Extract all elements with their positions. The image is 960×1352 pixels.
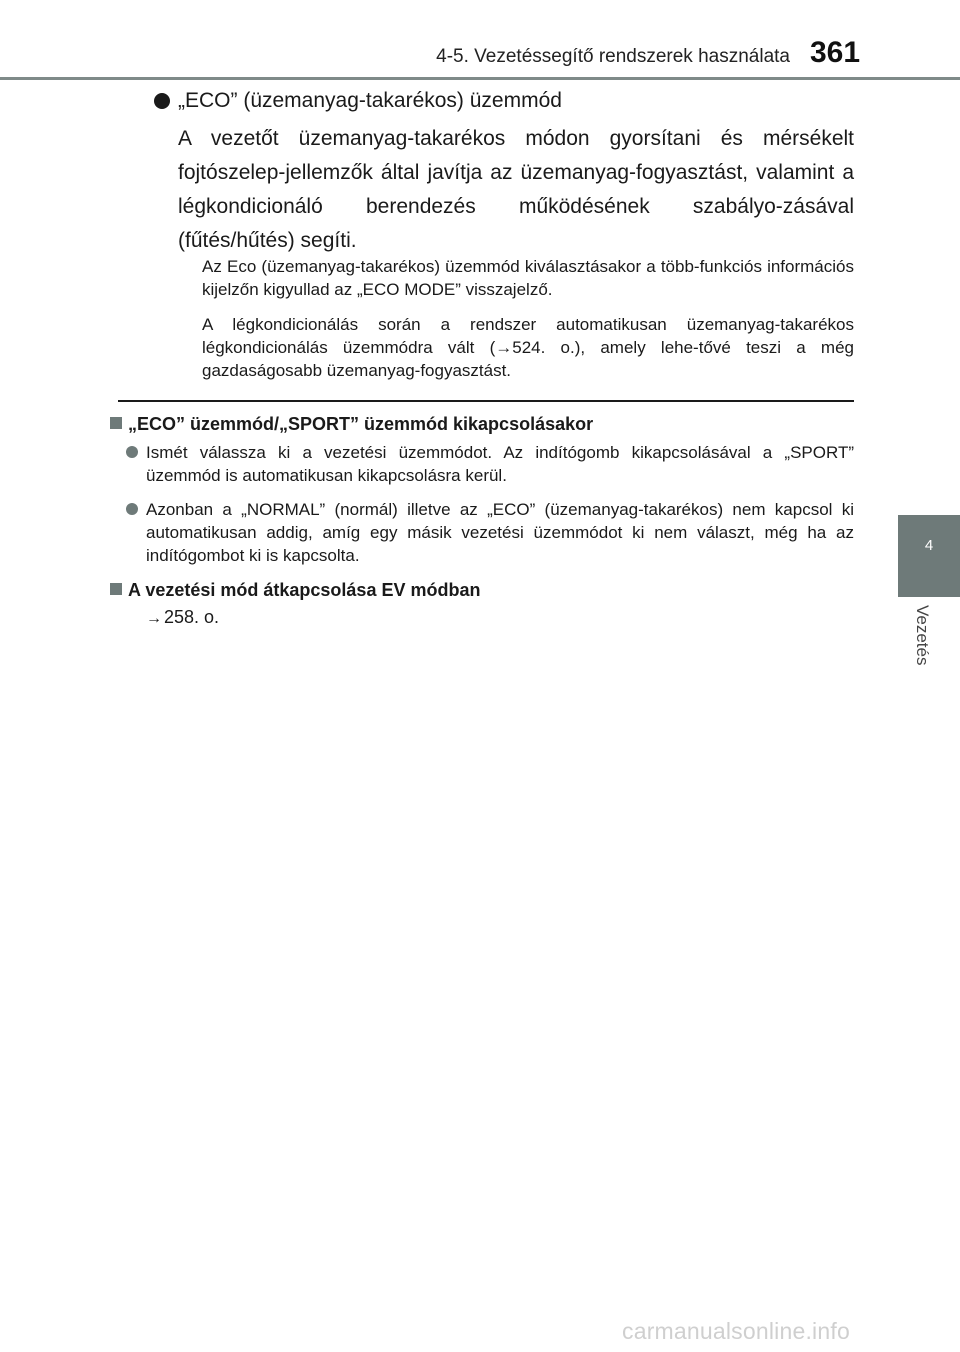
header-rule <box>0 77 960 80</box>
arrow-icon: → <box>146 610 162 627</box>
list-item <box>126 498 854 567</box>
eco-mode-note-1: Az Eco (üzemanyag-takarékos) üzemmód kiválasztásakor a több-funkciós információs kijelzőn kigyullad az „ECO MODE” visszajelző. <box>202 257 854 299</box>
square-bullet-icon <box>110 417 122 429</box>
eco-mode-note-2 <box>202 313 854 382</box>
section-1-title-text: „ECO” üzemmód/„SPORT” üzemmód kikapcsolásakor <box>128 414 594 434</box>
arrow-icon: → <box>495 338 513 357</box>
section-1-title <box>110 414 593 435</box>
section-divider <box>118 400 854 402</box>
dot-bullet-icon <box>126 503 138 515</box>
page-number: 361 <box>810 36 861 69</box>
list-item-text: Azonban a „NORMAL” (normál) illetve az „ECO” (üzemanyag-takarékos) nem kapcsol ki automatikusan addig, amíg egy másik vezetési üzemmódot ki nem választ, még ha az indítógombot ki is kapcsolta. <box>146 500 854 565</box>
chapter-label: Vezetés <box>913 605 932 666</box>
list-item-text: Ismét válassza ki a vezetési üzemmódot. Az indítógomb kikapcsolásával a „SPORT” üzemmód is automatikusan kikapcsolásra kerül. <box>146 443 854 485</box>
eco-mode-description: A vezetőt üzemanyag-takarékos módon gyorsítani és mérsékelt fojtószelep-jellemzők által javítja az üzemanyag-fogyasztást, valamint a légkondicionáló berendezés működésének szabályo-zásával (fűtés/hűtés) segíti. <box>178 127 854 252</box>
page-reference[interactable] <box>146 607 219 628</box>
section-2-title-text: A vezetési mód átkapcsolása EV módban <box>128 580 481 600</box>
note-2-text-after: 524. o.), amely lehe-tővé teszi a még gazdaságosabb üzemanyag-fogyasztást. <box>202 338 854 380</box>
section-2-title <box>110 580 480 601</box>
page-reference-text: 258. o. <box>164 607 220 627</box>
eco-mode-heading: „ECO” (üzemanyag-takarékos) üzemmód <box>178 89 562 112</box>
header-section-title: 4-5. Vezetéssegítő rendszerek használata <box>436 46 790 67</box>
chapter-number: 4 <box>924 537 934 554</box>
list-item <box>126 441 854 487</box>
square-bullet-icon <box>110 583 122 595</box>
chapter-tab <box>898 515 960 597</box>
bullet-icon <box>154 93 170 109</box>
dot-bullet-icon <box>126 446 138 458</box>
note-2-text-before: A légkondicionálás során a rendszer automatikusan üzemanyag-takarékos légkondicionálás üzemmódra vált ( <box>202 315 854 357</box>
watermark: carmanualsonline.info <box>622 1318 850 1344</box>
